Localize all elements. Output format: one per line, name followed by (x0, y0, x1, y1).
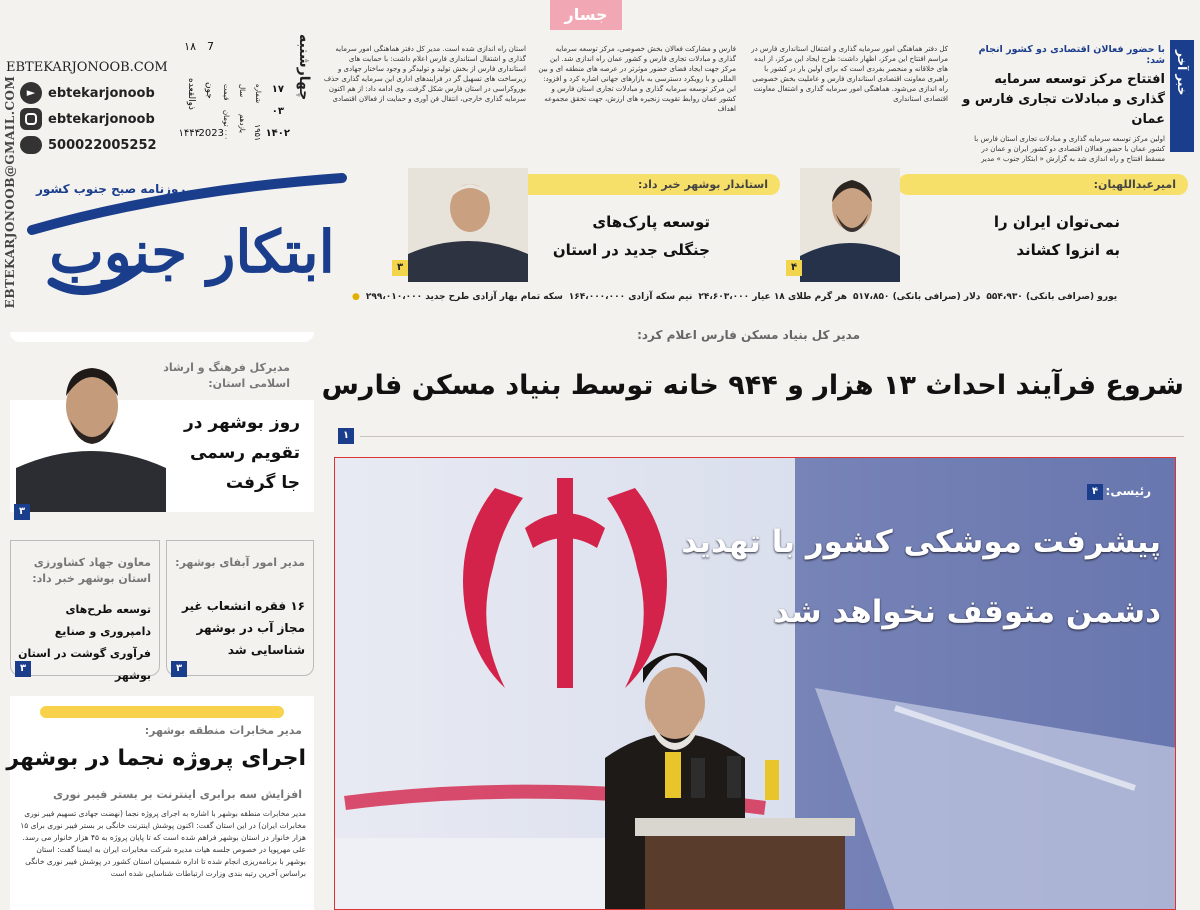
date-block (172, 34, 312, 154)
ticker-item-5: یورو (صرافی بانکی) ۵۵۴،۹۳۰ (986, 292, 1118, 302)
hijri-day: ۱۸ (184, 40, 196, 53)
top-col-2: کل دفتر هماهنگی امور سرمایه گذاری و اشتغال استانداری فارس در مراسم افتتاح این مرکز، اظهار داشت: طرح ایجاد این مرکز، از ایده های خلاقانه و منحصر بفردی است که برای اولین بار در کشور با راهبری معاونت اقتصادی استانداری فارس و عاملیت بخش خصوصی راه اندازی می‌شود. هماهنگی امور سرمایه گذاری و اشتغال معاونت اقتصادی استانداری (751, 45, 948, 103)
najma-story[interactable] (6, 696, 314, 910)
issue-number: ۱۹۵۱ (253, 124, 262, 142)
top-main-kicker: با حضور فعالان اقتصادی دو کشور انجام شد: (978, 44, 1165, 66)
sms-number: 500022005252 (48, 137, 157, 153)
khabar-label-box (1170, 40, 1194, 152)
featured-2-page: ۳ (392, 260, 408, 276)
website[interactable]: EBTEKARJONOOB.COM (6, 60, 168, 75)
culture-story[interactable] (10, 332, 314, 520)
water-title: ۱۶ فقره انشعاب غیر مجاز آب در بوشهر شناسایی شد (182, 599, 305, 657)
najma-body: مدیر مخابرات منطقه بوشهر با اشاره به اجرای پروژه نجما (نهضت جهادی تسهیم فیبر نوری مخابرات ایران) در این استان گفت: اکنون پوشش اینترنت خانگی بر بستر فیبر نوری برای ۱۵ هزار خانوار در استان بوشهر فراهم شده است که تا پایان پروژه به ۴۵ هزار خانوار می رسد. علی مهرپویا در خصوص جلسه هیات مدیره شرکت مخابرات ایران به ایسنا گفت: استان بوشهر با برنامه‌ریزی انجام شده تا اداره شمسیان استان کشور در پوشش فیبر نوری خانگی براساس آخرین رتبه بندی وزارت ارتباطات شناسایی شده است (20, 809, 306, 878)
sms-row[interactable] (20, 132, 170, 158)
main-photo-page: ۴ (1087, 484, 1103, 500)
top-col-4: استان راه اندازی شده است. مدیر کل دفتر هماهنگی امور سرمایه گذاری و اشتغال استانداری فارس اعلام داشت: با حمایت های استانداری فارس از بخش تولید و تولیدگر و وجود ساختار جهادی و زیرساخت های تسهیل گر در فرایندهای اداری این سرمایه گذاری حذف بوروکراسی در استان فارس شکل گرفت. وی ادامه داد: از هم اکنون سرمایه گذاری خارجی، انتقال فن آوری و حمایت از فعالان اقتصادی (323, 45, 526, 103)
top-main-title: افتتاح مرکز توسعه سرمایه گذاری و مبادلات تجاری فارس و عمان (962, 72, 1165, 127)
featured-1-kicker: امیرعبداللهیان: (898, 174, 1188, 195)
year-value: یازدهم (238, 114, 246, 133)
culture-top-rule (10, 332, 314, 342)
gregorian-month: جون (204, 82, 214, 99)
agri-story[interactable] (10, 540, 160, 682)
ticker-item-4: دلار (صرافی بانکی) ۵۱۷،۸۵۰ (853, 292, 981, 302)
logo[interactable] (22, 170, 352, 320)
headline-page: ۱ (338, 428, 354, 444)
najma-subtitle: افزایش سه برابری اینترنت بر بستر فیبر نوری (53, 788, 302, 801)
logo-text: ابتکار جنوب (49, 218, 335, 286)
hijri-month: ذوالقعده (186, 78, 196, 110)
telegram-row[interactable] (20, 80, 170, 106)
day-name: چهارشنبه (296, 34, 312, 101)
sms-icon (20, 136, 42, 154)
instagram-row[interactable] (20, 106, 170, 132)
culture-page: ۳ (14, 504, 30, 520)
featured-1-page: ۴ (786, 260, 802, 276)
featured-1-title[interactable]: نمی‌توان ایران را به انزوا کشاند (993, 213, 1120, 259)
headline-title[interactable]: شروع فرآیند احداث ۱۳ هزار و ۹۴۴ خانه توسط بنیاد مسکن فارس (321, 370, 1184, 401)
featured-2-title[interactable]: توسعه پارک‌های جنگلی جدید در استان (552, 213, 710, 259)
agri-kicker: معاون جهاد کشاورزی استان بوشهر خبر داد: (32, 556, 151, 585)
persian-month: ۰۳ (271, 106, 284, 117)
persian-year: ۱۴۰۲ (265, 128, 290, 139)
price-label: قیمت (222, 84, 230, 101)
main-photo-title-2[interactable]: دشمن متوقف نخواهد شد (773, 594, 1161, 630)
price-ticker (352, 288, 1194, 306)
main-photo-title-1[interactable]: پیشرفت موشکی کشور با تهدید (681, 524, 1161, 560)
top-col-3: فارس و مشارکت فعالان بخش خصوصی، مرکز توسعه سرمایه گذاری و مبادلات تجاری فارس و کشور عمان راه اندازی شد. این مرکز جهت ایجاد فضای حضور موثرتر در عرصه های منطقه ای و بین المللی و با رویکرد دسترسی به بازارهای جهانی اشاره کرد و افزود: این مرکز توسعه سرمایه گذاری و مبادلات تجاری استان فارس و کشور عمان روابط تقویت زنجیره های ارزش، جهت تحقق مجموعه اهداف (538, 45, 736, 113)
issue-label: شماره (254, 84, 262, 104)
headline-rule (360, 436, 1184, 437)
headline-kicker: مدیر کل بنیاد مسکن فارس اعلام کرد: (637, 328, 860, 342)
ticker-item-3: هر گرم طلای ۱۸ عیار ۲۴،۶۰۳،۰۰۰ (698, 292, 848, 302)
tagline: روزنامه صبح جنوب کشور (36, 182, 186, 196)
top-main-story[interactable] (960, 44, 1165, 164)
culture-photo (16, 348, 166, 512)
price-value: ۰۰۰ تومان (222, 110, 230, 141)
hijri-year: ۱۴۴۴ (178, 128, 200, 139)
email-vertical: EBTEKARJONOOB@GMAIL.COM (3, 75, 17, 309)
instagram-handle: ebtekarjonoob (48, 111, 155, 127)
featured-1-photo (800, 168, 900, 282)
top-main-body: اولین مرکز توسعه سرمایه گذاری و مبادلات تجاری استان فارس با کشور عمان با حضور فعالان اقتصادی دو کشور ایران و عمان در مسقط افتتاح و راه اندازی شد به گزارش « ابتکار جنوب » مدیر (974, 135, 1165, 163)
agri-page: ۳ (15, 661, 31, 677)
main-photo-kicker: رئیسی: (1105, 484, 1151, 498)
culture-title: روز بوشهر در تقویم رسمی جا گرفت (183, 413, 300, 493)
water-story[interactable] (166, 540, 314, 676)
featured-2-kicker: استاندار بوشهر خبر داد: (490, 174, 780, 195)
agri-title: توسعه طرح‌های دامپروری و صنایع فرآوری گوشت در استان بوشهر (18, 603, 151, 682)
water-kicker: مدیر امور آبفای بوشهر: (175, 556, 305, 569)
najma-title: اجرای پروژه نجما در بوشهر (6, 746, 306, 771)
persian-day: ۱۷ (271, 84, 284, 95)
jasar-tag: جسار (550, 0, 622, 30)
email-vertical-strip (0, 60, 22, 330)
telegram-handle: ebtekarjonoob (48, 85, 155, 101)
gregorian-year: 2023 (198, 128, 224, 139)
featured-2-photo (408, 168, 528, 282)
featured-area (350, 168, 1192, 286)
ticker-coin-icon: ● (352, 292, 360, 302)
najma-top-bar (40, 706, 284, 718)
water-page: ۳ (171, 661, 187, 677)
gregorian-day: 7 (207, 40, 214, 53)
najma-kicker: مدیر مخابرات منطقه بوشهر: (144, 724, 302, 737)
ticker-item-1: سکه تمام بهار آزادی طرح جدید ۲۹۹،۰۱۰،۰۰۰ (365, 292, 563, 302)
ticker-item-2: نیم سکه آزادی ۱۶۴،۰۰۰،۰۰۰ (568, 292, 693, 302)
instagram-icon (20, 108, 42, 130)
culture-kicker: مدیرکل فرهنگ و ارشاد اسلامی استان: (163, 361, 290, 390)
telegram-icon: ► (20, 82, 42, 104)
main-photo[interactable] (334, 457, 1176, 910)
social-block (20, 80, 170, 162)
khabar-label: خبر آخر (1175, 50, 1189, 96)
year-label: سال (238, 84, 246, 98)
